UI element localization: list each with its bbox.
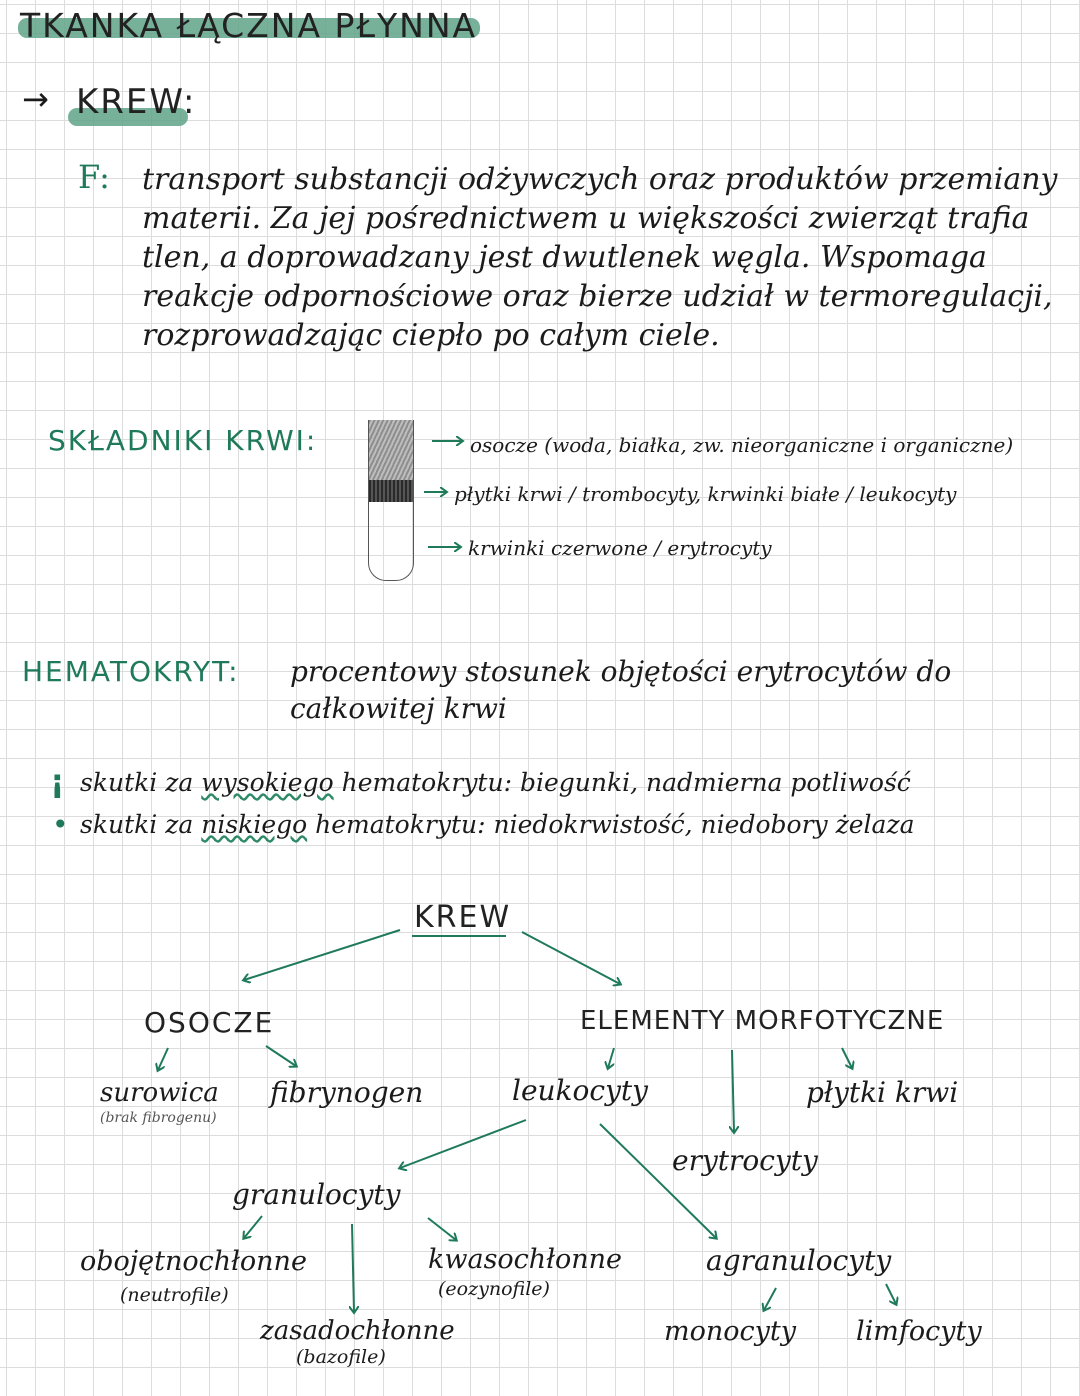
effects-high bbox=[80, 768, 911, 797]
hematocrit-definition-1: procentowy stosunek objętości erytrocytów do bbox=[290, 655, 952, 688]
tree-baso-note: (bazofile) bbox=[296, 1346, 386, 1368]
component-plasma: osocze (woda, białka, zw. nieorganiczne i organiczne) bbox=[470, 433, 1014, 457]
tree-eos-note: (eozynofile) bbox=[438, 1278, 550, 1300]
arrow-agranulo-lympho bbox=[886, 1284, 896, 1304]
section-label: KREW: bbox=[76, 82, 197, 122]
section-arrow: → bbox=[22, 80, 49, 118]
tree-baso: zasadochłonne bbox=[260, 1316, 455, 1346]
arrow-agranulo-mono bbox=[764, 1288, 776, 1310]
function-prefix: F: bbox=[78, 158, 110, 196]
arrow-elements-platelets bbox=[842, 1048, 852, 1068]
arrow-leuko-agranulo bbox=[600, 1124, 716, 1238]
arrow-root-plasma bbox=[244, 930, 400, 980]
arrow-plasma-fibrinogen bbox=[266, 1046, 296, 1066]
hematocrit-label: HEMATOKRYT: bbox=[22, 655, 240, 688]
arrow-plasma-serum bbox=[158, 1048, 168, 1070]
effects-low-pre: skutki za bbox=[80, 810, 194, 839]
tree-fibrinogen: fibrynogen bbox=[270, 1076, 424, 1109]
tree-granulocytes: granulocyty bbox=[232, 1178, 401, 1211]
tree-root: KREW bbox=[414, 900, 512, 935]
tree-serum-note: (brak fibrogenu) bbox=[100, 1110, 217, 1126]
function-line-4: reakcje odpornościowe oraz bierze udział w termoregulacji, bbox=[142, 279, 1053, 314]
effects-high-pre: skutki za bbox=[80, 768, 194, 797]
effects-low bbox=[80, 810, 915, 839]
exclamation-icon: ¡ bbox=[50, 762, 65, 800]
bullet-icon: • bbox=[52, 808, 69, 841]
component-erythrocytes: krwinki czerwone / erytrocyty bbox=[468, 536, 772, 560]
tree-agranulocytes: agranulocyty bbox=[706, 1244, 892, 1277]
tree-plasma: OSOCZE bbox=[144, 1006, 275, 1039]
test-tube-drawing bbox=[368, 420, 414, 581]
arrow-leuko-granulo bbox=[400, 1120, 526, 1168]
arrow-root-elements bbox=[522, 932, 620, 984]
effects-high-word: wysokiego bbox=[201, 768, 334, 797]
tree-neutro-note: (neutrofile) bbox=[120, 1284, 229, 1306]
function-line-3: tlen, a doprowadzany jest dwutlenek węgla. Wspomaga bbox=[142, 240, 987, 275]
page-title: TKANKA ŁĄCZNA PŁYNNA bbox=[20, 6, 478, 45]
tree-leukocytes: leukocyty bbox=[512, 1074, 648, 1107]
tree-erythrocytes: erytrocyty bbox=[672, 1144, 818, 1177]
function-line-5: rozprowadzając ciepło po całym ciele. bbox=[142, 318, 720, 353]
effects-low-post: hematokrytu: niedokrwistość, niedobory żelaza bbox=[315, 810, 915, 839]
arrow-granulo-eos bbox=[428, 1218, 456, 1240]
arrow-elements-leuko bbox=[608, 1048, 614, 1068]
tree-lympho: limfocyty bbox=[856, 1316, 982, 1347]
function-line-2: materii. Za jej pośrednictwem u większości zwierząt trafia bbox=[142, 201, 1030, 236]
arrow-granulo-neutro bbox=[244, 1216, 262, 1238]
hematocrit-definition-2: całkowitej krwi bbox=[290, 692, 507, 725]
tree-serum: surowica bbox=[100, 1078, 219, 1108]
tree-mono: monocyty bbox=[664, 1316, 796, 1347]
tree-neutro: obojętnochłonne bbox=[80, 1246, 307, 1277]
function-line-1: transport substancji odżywczych oraz produktów przemiany bbox=[142, 162, 1058, 197]
component-platelets-leukocytes: płytki krwi / trombocyty, krwinki białe / leukocyty bbox=[454, 482, 957, 506]
tree-elements: ELEMENTY MORFOTYCZNE bbox=[580, 1006, 945, 1036]
arrow-elements-erythro bbox=[732, 1050, 734, 1132]
effects-low-word: niskiego bbox=[201, 810, 308, 839]
arrow-granulo-baso bbox=[352, 1224, 354, 1312]
components-label: SKŁADNIKI KRWI: bbox=[48, 424, 318, 457]
effects-high-post: hematokrytu: biegunki, nadmierna potliwość bbox=[341, 768, 911, 797]
tree-eos: kwasochłonne bbox=[428, 1244, 622, 1275]
tree-platelets: płytki krwi bbox=[806, 1076, 959, 1109]
